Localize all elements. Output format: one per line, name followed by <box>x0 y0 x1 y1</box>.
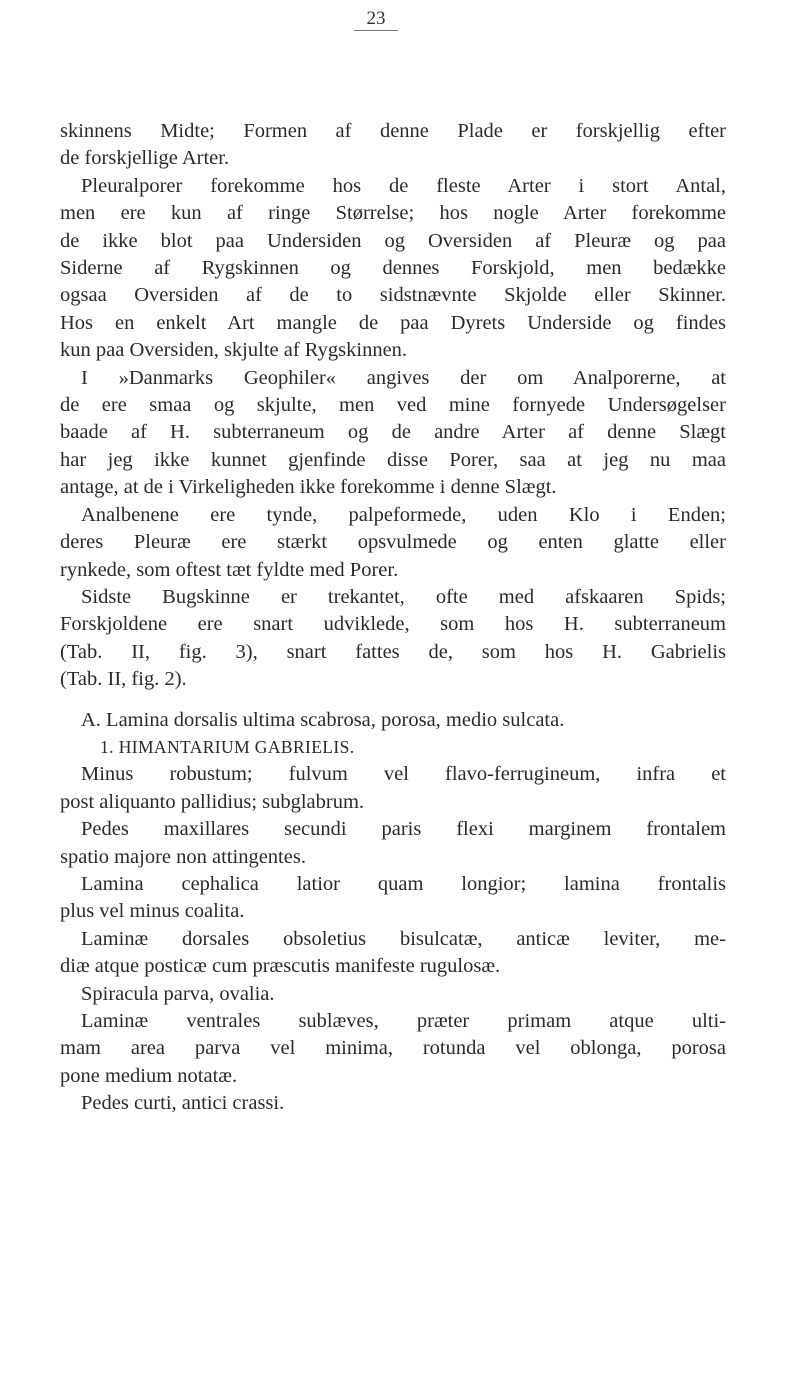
text-line: Lamina cephalica latior quam longior; lamina frontalis <box>81 872 726 895</box>
text-line: Laminæ dorsales obsoletius bisulcatæ, anticæ leviter, me- <box>81 927 726 950</box>
text-line: Spiracula parva, ovalia. <box>81 982 275 1005</box>
text-line: antage, at de i Virkeligheden ikke forekomme i denne Slægt. <box>60 476 557 499</box>
text-line: Hos en enkelt Art mangle de paa Dyrets Underside og findes <box>60 311 726 334</box>
text-line: diæ atque posticæ cum præscutis manifeste rugulosæ. <box>60 955 501 978</box>
text-line: rynkede, som oftest tæt fyldte med Porer. <box>60 558 399 581</box>
text-line: spatio majore non attingentes. <box>60 845 306 868</box>
text-line: I »Danmarks Geophiler« angives der om Analporerne, at <box>81 366 726 389</box>
text-line: men ere kun af ringe Størrelse; hos nogle Arter forekomme <box>60 202 726 225</box>
text-line: Laminæ ventrales sublæves, præter primam atque ulti- <box>81 1010 726 1032</box>
text-line: plus vel minus coalita. <box>60 900 245 923</box>
text-line: Minus robustum; fulvum vel flavo-ferrugineum, infra et <box>81 763 726 786</box>
text-line: post aliquanto pallidius; subglabrum. <box>60 790 365 813</box>
text-line: har jeg ikke kunnet gjenfinde disse Porer, saa at jeg nu maa <box>60 448 726 471</box>
text-line: pone medium notatæ. <box>60 1064 238 1087</box>
page-number: 23 <box>354 8 398 31</box>
text-line: Sidste Bugskinne er trekantet, ofte med afskaaren Spids; <box>81 585 726 608</box>
text-line: baade af H. subterraneum og de andre Arter af denne Slægt <box>60 421 726 444</box>
text-line: (Tab. II, fig. 2). <box>60 668 187 691</box>
text-line: Pedes curti, antici crassi. <box>81 1092 285 1115</box>
text-line: Pedes maxillares secundi paris flexi marginem frontalem <box>81 818 726 841</box>
text-line: de ere smaa og skjulte, men ved mine fornyede Undersøgelser <box>60 394 726 417</box>
text-line: mam area parva vel minima, rotunda vel oblonga, porosa <box>60 1037 726 1060</box>
text-line: de forskjellige Arter. <box>60 147 230 170</box>
text-line: Analbenene ere tynde, palpeformede, uden Klo i Enden; <box>81 503 726 526</box>
text-line: Siderne af Rygskinnen og dennes Forskjold, men bedække <box>60 257 726 280</box>
text-line: (Tab. II, fig. 3), snart fattes de, som hos H. Gabrielis <box>60 640 726 663</box>
body-text <box>60 118 726 1118</box>
text-line: Pleuralporer forekomme hos de fleste Arter i stort Antal, <box>81 174 726 197</box>
text-line: skinnens Midte; Formen af denne Plade er forskjellig efter <box>60 120 726 142</box>
text-line: deres Pleuræ ere stærkt opsvulmede og enten glatte eller <box>60 531 726 554</box>
text-line: ogsaa Oversiden af de to sidstnævnte Skjolde eller Skinner. <box>60 284 726 307</box>
text-line: kun paa Oversiden, skjulte af Rygskinnen. <box>60 339 408 362</box>
text-line: Forskjoldene ere snart udviklede, som hos H. subterraneum <box>60 613 726 636</box>
species-title: 1. HIMANTARIUM GABRIELIS. <box>100 736 355 757</box>
section-heading: A. Lamina dorsalis ultima scabrosa, porosa, medio sulcata. <box>81 708 565 731</box>
text-line: de ikke blot paa Undersiden og Oversiden af Pleuræ og paa <box>60 229 726 252</box>
